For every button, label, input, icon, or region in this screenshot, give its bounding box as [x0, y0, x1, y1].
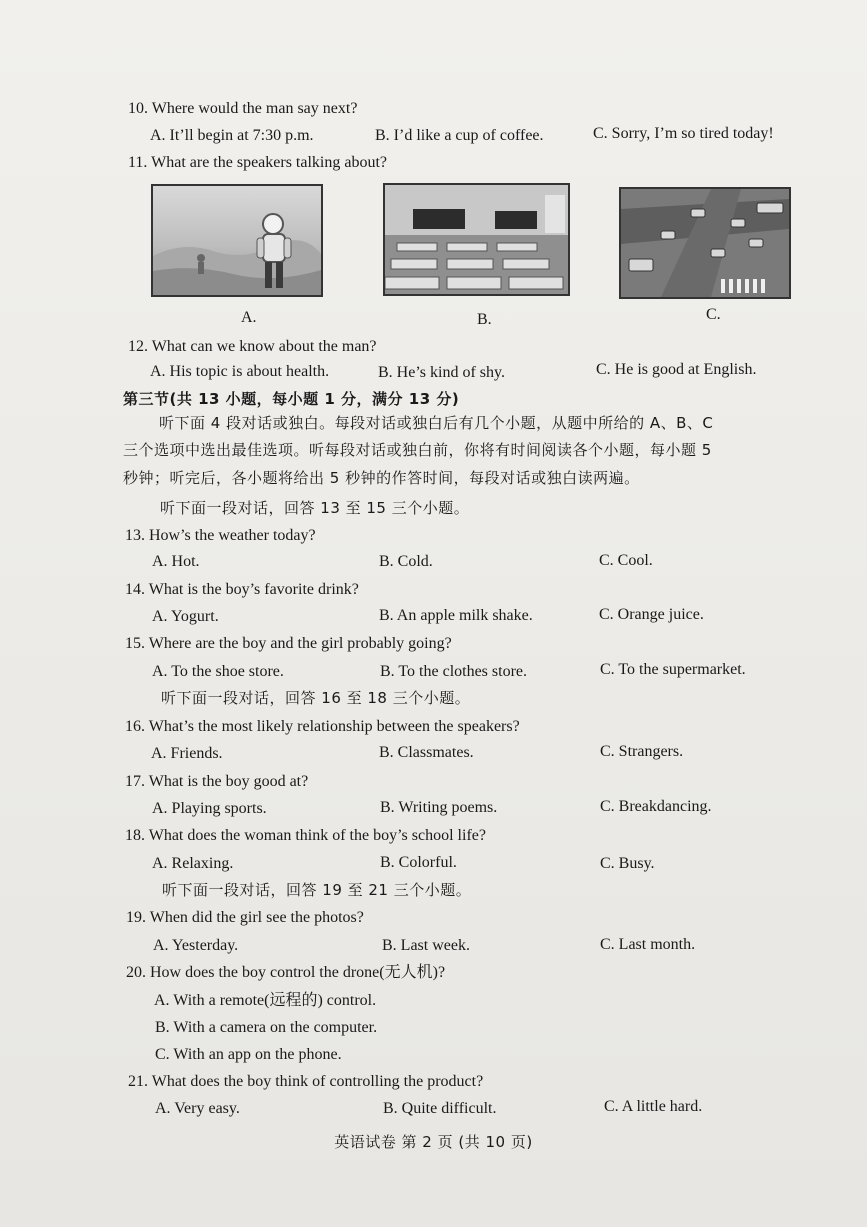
q15-option-b: B. To the clothes store.	[380, 663, 528, 680]
q19-option-a: A. Yesterday.	[153, 937, 239, 954]
q10-option-a: A. It’ll begin at 7:30 p.m.	[150, 127, 314, 144]
classroom-picture	[383, 183, 570, 296]
picture-c-label: C.	[706, 306, 721, 323]
q10-option-b: B. I’d like a cup of coffee.	[375, 127, 544, 144]
q17-option-c: C. Breakdancing.	[600, 798, 712, 815]
q21-option-c: C. A little hard.	[604, 1098, 703, 1115]
question-12: 12. What can we know about the man?	[128, 338, 377, 355]
question-16: 16. What’s the most likely relationship between the speakers?	[125, 718, 520, 735]
q16-option-c: C. Strangers.	[600, 743, 684, 760]
traffic-picture	[619, 187, 791, 299]
question-10: 10. Where would the man say next?	[128, 100, 358, 117]
question-15: 15. Where are the boy and the girl probably going?	[125, 635, 452, 652]
section3-instruction-2: 三个选项中选出最佳选项。听每段对话或独白前，你将有时间阅读各个小题，每小题 5	[123, 441, 712, 459]
question-17: 17. What is the boy good at?	[125, 773, 309, 790]
q10-option-c: C. Sorry, I’m so tired today!	[593, 125, 774, 142]
section3-instruction-3: 秒钟；听完后，各小题将给出 5 秒钟的作答时间，每段对话或独白读两遍。	[123, 469, 640, 487]
question-11: 11. What are the speakers talking about?	[128, 154, 388, 171]
q12-option-c: C. He is good at English.	[596, 361, 757, 378]
q12-option-a: A. His topic is about health.	[150, 363, 330, 380]
section3-instruction-1: 听下面 4 段对话或独白。每段对话或独白后有几个小题，从题中所给的 A、B、C	[159, 414, 714, 432]
q14-option-b: B. An apple milk shake.	[379, 607, 533, 624]
dialog-1-intro: 听下面一段对话，回答 13 至 15 三个小题。	[160, 499, 470, 517]
question-18: 18. What does the woman think of the boy’s school life?	[125, 827, 486, 844]
q21-option-a: A. Very easy.	[155, 1100, 240, 1117]
q18-option-c: C. Busy.	[600, 855, 655, 872]
q18-option-a: A. Relaxing.	[152, 855, 234, 872]
question-20: 20. How does the boy control the drone(无人机)?	[126, 964, 446, 981]
robot-picture	[151, 184, 323, 297]
q18-option-b: B. Colorful.	[380, 854, 457, 871]
q13-option-b: B. Cold.	[379, 553, 433, 570]
q16-option-b: B. Classmates.	[379, 744, 474, 761]
q21-option-b: B. Quite difficult.	[383, 1100, 497, 1117]
question-14: 14. What is the boy’s favorite drink?	[125, 581, 359, 598]
q17-option-a: A. Playing sports.	[152, 800, 267, 817]
q20-option-a: A. With a remote(远程的) control.	[154, 992, 377, 1009]
q19-option-b: B. Last week.	[382, 937, 470, 954]
question-21: 21. What does the boy think of controlling the product?	[128, 1073, 484, 1090]
section3-title: 第三节(共 13 小题，每小题 1 分，满分 13 分)	[123, 390, 460, 408]
picture-b-label: B.	[477, 311, 492, 328]
q14-option-c: C. Orange juice.	[599, 606, 704, 623]
q15-option-c: C. To the supermarket.	[600, 661, 746, 678]
q19-option-c: C. Last month.	[600, 936, 696, 953]
q15-option-a: A. To the shoe store.	[152, 663, 284, 680]
dialog-3-intro: 听下面一段对话，回答 19 至 21 三个小题。	[162, 881, 472, 899]
dialog-2-intro: 听下面一段对话，回答 16 至 18 三个小题。	[161, 689, 471, 707]
page-footer: 英语试卷 第 2 页 (共 10 页)	[334, 1133, 533, 1151]
q20-option-b: B. With a camera on the computer.	[155, 1019, 378, 1036]
q20-option-c: C. With an app on the phone.	[155, 1046, 342, 1063]
question-13: 13. How’s the weather today?	[125, 527, 316, 544]
q16-option-a: A. Friends.	[151, 745, 223, 762]
picture-a-label: A.	[241, 309, 257, 326]
q17-option-b: B. Writing poems.	[380, 799, 498, 816]
q13-option-c: C. Cool.	[599, 552, 653, 569]
question-19: 19. When did the girl see the photos?	[126, 909, 364, 926]
q12-option-b: B. He’s kind of shy.	[378, 364, 505, 381]
q13-option-a: A. Hot.	[152, 553, 200, 570]
q14-option-a: A. Yogurt.	[152, 608, 219, 625]
